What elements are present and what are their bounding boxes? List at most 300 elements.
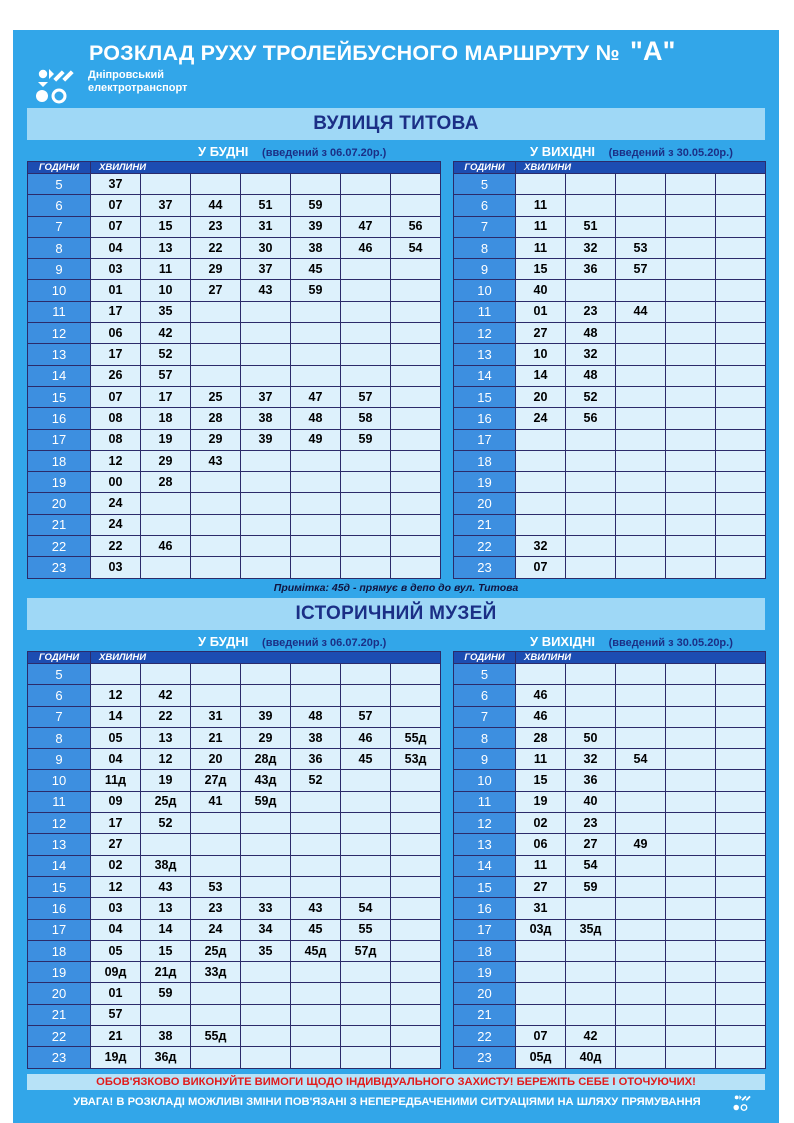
weekday-table-museum — [27, 651, 441, 1069]
minute-cell — [341, 983, 391, 1004]
minute-cell: 23 — [191, 898, 241, 919]
minute-cell — [716, 237, 766, 258]
minute-cell — [716, 983, 766, 1004]
hour-cell: 23 — [28, 1047, 91, 1068]
minute-cell — [191, 664, 241, 685]
minute-cell: 24 — [91, 514, 141, 535]
minute-cell — [191, 834, 241, 855]
table-row — [28, 536, 441, 557]
minute-cell — [716, 408, 766, 429]
hour-cell: 14 — [454, 365, 516, 386]
minute-cell — [391, 514, 441, 535]
minute-cell: 11 — [141, 259, 191, 280]
minute-cell: 37 — [141, 195, 191, 216]
hour-cell: 15 — [454, 876, 516, 897]
minute-cell — [291, 557, 341, 578]
minute-cell: 57 — [91, 1004, 141, 1025]
minute-cell — [616, 1047, 666, 1068]
hours-column-header: ГОДИНИ — [454, 652, 516, 664]
minute-cell: 03 — [91, 557, 141, 578]
table-row — [28, 472, 441, 493]
brand-logo-icon — [35, 64, 83, 104]
hour-cell: 23 — [454, 557, 516, 578]
minute-cell: 43 — [191, 450, 241, 471]
minute-cell: 27 — [566, 834, 616, 855]
minute-cell: 54 — [566, 855, 616, 876]
minute-cell — [391, 813, 441, 834]
minute-cell — [566, 962, 616, 983]
minute-cell: 02 — [516, 813, 566, 834]
minute-cell — [391, 450, 441, 471]
minute-cell: 36 — [566, 259, 616, 280]
minute-cell: 04 — [91, 237, 141, 258]
minute-cell: 29 — [191, 429, 241, 450]
section-title-museum: ІСТОРИЧНИЙ МУЗЕЙ — [27, 598, 765, 630]
minute-cell — [391, 962, 441, 983]
minute-cell — [141, 493, 191, 514]
minute-cell — [716, 727, 766, 748]
minute-cell — [716, 493, 766, 514]
minute-cell — [716, 749, 766, 770]
title-text: РОЗКЛАД РУХУ ТРОЛЕЙБУСНОГО МАРШРУТУ № — [89, 41, 620, 65]
minute-cell — [241, 493, 291, 514]
minute-cell — [616, 770, 666, 791]
weekend-table-museum — [453, 651, 766, 1069]
hour-cell: 18 — [454, 940, 516, 961]
hour-cell: 16 — [28, 408, 91, 429]
minute-cell — [141, 664, 191, 685]
table-row — [454, 344, 766, 365]
minute-cell: 26 — [91, 365, 141, 386]
minute-cell — [391, 898, 441, 919]
minute-cell — [566, 195, 616, 216]
hour-cell: 13 — [454, 344, 516, 365]
weekend-label: У ВИХІДНІ — [530, 634, 595, 649]
minute-cell: 19д — [91, 1047, 141, 1068]
minute-cell: 33 — [241, 898, 291, 919]
minute-cell: 07 — [91, 195, 141, 216]
hour-cell: 20 — [28, 493, 91, 514]
table-row — [454, 1004, 766, 1025]
minute-cell — [516, 493, 566, 514]
minute-cell — [291, 493, 341, 514]
hour-cell: 9 — [454, 749, 516, 770]
minute-cell: 42 — [141, 685, 191, 706]
hour-cell: 6 — [454, 195, 516, 216]
minute-cell — [666, 472, 716, 493]
minute-cell: 04 — [91, 749, 141, 770]
minute-cell — [341, 301, 391, 322]
minute-cell — [241, 983, 291, 1004]
hour-cell: 17 — [28, 429, 91, 450]
table-row — [28, 791, 441, 812]
minute-cell — [241, 1026, 291, 1047]
minute-cell: 21 — [191, 727, 241, 748]
minute-cell: 53д — [391, 749, 441, 770]
minute-cell — [666, 514, 716, 535]
hour-cell: 15 — [28, 386, 91, 407]
minute-cell — [616, 791, 666, 812]
minute-cell — [241, 174, 291, 195]
minute-cell — [716, 919, 766, 940]
minute-cell — [616, 536, 666, 557]
minute-cell: 46 — [516, 706, 566, 727]
minute-cell — [716, 514, 766, 535]
minute-cell — [341, 834, 391, 855]
hour-cell: 21 — [28, 514, 91, 535]
hours-column-header: ГОДИНИ — [28, 652, 91, 664]
hour-cell: 22 — [28, 536, 91, 557]
minute-cell: 52 — [141, 813, 191, 834]
minute-cell — [191, 344, 241, 365]
minute-cell — [716, 664, 766, 685]
table-row — [454, 514, 766, 535]
brand-name — [88, 69, 187, 95]
minute-cell — [341, 174, 391, 195]
minute-cell — [191, 301, 241, 322]
minute-cell: 21 — [91, 1026, 141, 1047]
minute-cell — [616, 727, 666, 748]
minute-cell: 11 — [516, 237, 566, 258]
minute-cell: 31 — [241, 216, 291, 237]
hour-cell: 5 — [454, 174, 516, 195]
hour-cell: 6 — [28, 195, 91, 216]
minute-cell: 44 — [191, 195, 241, 216]
table-row — [454, 919, 766, 940]
table-row — [454, 813, 766, 834]
minute-cell: 22 — [141, 706, 191, 727]
minute-cell — [516, 962, 566, 983]
minute-cell: 58 — [341, 408, 391, 429]
minute-cell — [241, 1047, 291, 1068]
minute-cell — [716, 685, 766, 706]
hour-cell: 13 — [454, 834, 516, 855]
minute-cell: 13 — [141, 237, 191, 258]
minute-cell — [716, 301, 766, 322]
hour-cell: 19 — [454, 962, 516, 983]
hour-cell: 11 — [28, 791, 91, 812]
minute-cell: 49 — [291, 429, 341, 450]
table-row — [28, 770, 441, 791]
weekend-heading-titova — [530, 144, 733, 160]
hour-cell: 5 — [454, 664, 516, 685]
minute-cell — [391, 301, 441, 322]
minute-cell — [291, 791, 341, 812]
minute-cell: 05 — [91, 727, 141, 748]
brand-line-1: Дніпровський — [88, 69, 165, 81]
minute-cell — [616, 664, 666, 685]
hour-cell: 8 — [454, 727, 516, 748]
minute-cell: 36 — [566, 770, 616, 791]
minute-cell: 27 — [91, 834, 141, 855]
minute-cell: 29 — [141, 450, 191, 471]
minute-cell: 43д — [241, 770, 291, 791]
minute-cell — [616, 962, 666, 983]
minute-cell: 12 — [91, 450, 141, 471]
minute-cell — [191, 1047, 241, 1068]
minute-cell — [666, 174, 716, 195]
minute-cell — [716, 706, 766, 727]
minute-cell — [341, 323, 391, 344]
minute-cell: 05 — [91, 940, 141, 961]
table-row — [28, 408, 441, 429]
minute-cell — [666, 1047, 716, 1068]
minute-cell: 30 — [241, 237, 291, 258]
minute-cell — [391, 280, 441, 301]
minute-cell — [716, 280, 766, 301]
minute-cell — [341, 514, 391, 535]
hour-cell: 10 — [28, 280, 91, 301]
minute-cell — [391, 664, 441, 685]
minute-cell: 17 — [91, 301, 141, 322]
minute-cell — [391, 195, 441, 216]
minute-cell — [616, 174, 666, 195]
minute-cell — [666, 1026, 716, 1047]
hour-cell: 5 — [28, 174, 91, 195]
minute-cell — [341, 791, 391, 812]
minute-cell: 48 — [291, 706, 341, 727]
hour-cell: 8 — [28, 237, 91, 258]
minute-cell: 24 — [516, 408, 566, 429]
minute-cell — [666, 429, 716, 450]
minute-cell: 37 — [241, 386, 291, 407]
minute-cell — [241, 1004, 291, 1025]
minute-cell: 01 — [91, 983, 141, 1004]
minute-cell — [616, 557, 666, 578]
weekday-heading-museum — [198, 634, 386, 650]
minute-cell — [566, 664, 616, 685]
minute-cell — [291, 1026, 341, 1047]
hour-cell: 13 — [28, 834, 91, 855]
minute-cell — [666, 280, 716, 301]
minute-cell: 32 — [566, 749, 616, 770]
minute-cell — [341, 557, 391, 578]
minute-cell — [391, 834, 441, 855]
hour-cell: 14 — [28, 855, 91, 876]
minute-cell: 38 — [291, 727, 341, 748]
hours-column-header: ГОДИНИ — [454, 162, 516, 174]
minute-cell — [341, 962, 391, 983]
minute-cell — [616, 706, 666, 727]
minute-cell — [716, 1026, 766, 1047]
minute-cell — [241, 472, 291, 493]
hour-cell: 11 — [454, 791, 516, 812]
minute-cell — [566, 280, 616, 301]
minute-cell: 12 — [91, 876, 141, 897]
footer-notice: УВАГА! В РОЗКЛАДІ МОЖЛИВІ ЗМІНИ ПОВ'ЯЗАНІ З НЕПЕРЕДБАЧЕНИМИ СИТУАЦІЯМИ НА ШЛЯХУ ПРЯМУВАННЯ — [73, 1096, 701, 1108]
minute-cell — [391, 323, 441, 344]
brand-logo-small-icon — [733, 1092, 755, 1112]
hour-cell: 8 — [454, 237, 516, 258]
table-row — [28, 940, 441, 961]
hour-cell: 9 — [28, 749, 91, 770]
table-row — [28, 323, 441, 344]
minute-cell — [341, 1026, 391, 1047]
minute-cell: 03 — [91, 898, 141, 919]
minute-cell — [616, 450, 666, 471]
hour-cell: 7 — [28, 216, 91, 237]
minute-cell — [666, 749, 716, 770]
minute-cell — [291, 664, 341, 685]
hour-cell: 19 — [28, 962, 91, 983]
minute-cell: 57 — [341, 706, 391, 727]
minute-cell: 40 — [566, 791, 616, 812]
minute-cell — [566, 536, 616, 557]
hour-cell: 18 — [28, 450, 91, 471]
minute-cell — [141, 834, 191, 855]
hour-cell: 7 — [454, 216, 516, 237]
minute-cell: 41 — [191, 791, 241, 812]
table-row — [454, 834, 766, 855]
minute-cell — [391, 706, 441, 727]
minute-cell: 48 — [566, 323, 616, 344]
minute-cell: 22 — [191, 237, 241, 258]
minute-cell: 15 — [516, 770, 566, 791]
page-title — [89, 36, 769, 67]
minute-cell: 10 — [516, 344, 566, 365]
minute-cell — [616, 919, 666, 940]
minute-cell: 10 — [141, 280, 191, 301]
table-row — [454, 259, 766, 280]
minute-cell: 06 — [516, 834, 566, 855]
weekday-label: У БУДНІ — [198, 144, 249, 159]
hour-cell: 17 — [454, 919, 516, 940]
minute-cell — [391, 855, 441, 876]
minute-cell — [716, 536, 766, 557]
minute-cell: 38д — [141, 855, 191, 876]
table-row — [28, 664, 441, 685]
table-row — [28, 834, 441, 855]
minute-cell: 28д — [241, 749, 291, 770]
route-number: "А" — [629, 36, 676, 66]
minute-cell: 23 — [566, 301, 616, 322]
hour-cell: 14 — [454, 855, 516, 876]
minute-cell — [616, 876, 666, 897]
minute-cell: 24 — [191, 919, 241, 940]
table-row — [454, 664, 766, 685]
minute-cell: 55 — [341, 919, 391, 940]
hour-cell: 22 — [454, 1026, 516, 1047]
minute-cell — [616, 386, 666, 407]
minute-cell: 50 — [566, 727, 616, 748]
minute-cell: 40 — [516, 280, 566, 301]
table-row — [454, 301, 766, 322]
hour-cell: 19 — [454, 472, 516, 493]
table-row — [454, 940, 766, 961]
minute-cell — [716, 344, 766, 365]
table-row — [28, 195, 441, 216]
minute-cell — [341, 876, 391, 897]
table-row — [454, 791, 766, 812]
minute-cell: 27д — [191, 770, 241, 791]
weekday-label: У БУДНІ — [198, 634, 249, 649]
minute-cell — [141, 174, 191, 195]
minute-cell: 53 — [191, 876, 241, 897]
table-row — [454, 983, 766, 1004]
minute-cell — [391, 365, 441, 386]
minute-cell — [91, 664, 141, 685]
minute-cell: 14 — [91, 706, 141, 727]
hour-cell: 19 — [28, 472, 91, 493]
minute-cell — [666, 727, 716, 748]
minute-cell — [341, 770, 391, 791]
table-row — [454, 727, 766, 748]
minute-cell — [716, 259, 766, 280]
minute-cell — [391, 344, 441, 365]
weekday-valid-from: (введений з 06.07.20р.) — [262, 147, 387, 159]
table-row — [28, 983, 441, 1004]
minute-cell — [516, 664, 566, 685]
table-row — [454, 962, 766, 983]
minute-cell — [291, 983, 341, 1004]
weekday-heading-titova — [198, 144, 386, 160]
minute-cell: 15 — [516, 259, 566, 280]
hour-cell: 23 — [28, 557, 91, 578]
hour-cell: 9 — [28, 259, 91, 280]
minute-cell: 05д — [516, 1047, 566, 1068]
minute-cell — [391, 493, 441, 514]
minute-cell — [716, 174, 766, 195]
table-row — [28, 429, 441, 450]
minute-cell — [241, 813, 291, 834]
minute-cell: 11д — [91, 770, 141, 791]
minute-cell: 20 — [516, 386, 566, 407]
minute-cell — [391, 919, 441, 940]
hour-cell: 17 — [454, 429, 516, 450]
minute-cell: 53 — [616, 237, 666, 258]
minute-cell — [616, 1026, 666, 1047]
minute-cell: 40д — [566, 1047, 616, 1068]
minutes-column-header: ХВИЛИНИ — [91, 162, 441, 174]
hour-cell: 12 — [454, 813, 516, 834]
minute-cell — [716, 940, 766, 961]
hour-cell: 8 — [28, 727, 91, 748]
minute-cell: 06 — [91, 323, 141, 344]
hour-cell: 20 — [28, 983, 91, 1004]
minute-cell: 23 — [191, 216, 241, 237]
minute-cell: 59 — [566, 876, 616, 897]
hour-cell: 6 — [454, 685, 516, 706]
minute-cell — [666, 685, 716, 706]
minute-cell: 38 — [141, 1026, 191, 1047]
minute-cell — [391, 770, 441, 791]
minute-cell — [616, 365, 666, 386]
minute-cell — [616, 1004, 666, 1025]
minute-cell — [566, 1004, 616, 1025]
hour-cell: 21 — [28, 1004, 91, 1025]
minute-cell: 17 — [91, 813, 141, 834]
table-row — [28, 259, 441, 280]
minute-cell: 17 — [91, 344, 141, 365]
table-row — [28, 727, 441, 748]
minute-cell: 28 — [516, 727, 566, 748]
table-row — [28, 898, 441, 919]
table-row — [28, 919, 441, 940]
minute-cell — [341, 472, 391, 493]
minute-cell — [566, 557, 616, 578]
minute-cell — [666, 323, 716, 344]
minute-cell: 46 — [341, 727, 391, 748]
minute-cell — [391, 685, 441, 706]
minute-cell — [716, 1047, 766, 1068]
minute-cell — [391, 174, 441, 195]
minute-cell: 46 — [516, 685, 566, 706]
minute-cell — [616, 472, 666, 493]
minute-cell: 19 — [141, 770, 191, 791]
minute-cell — [716, 898, 766, 919]
minute-cell — [566, 706, 616, 727]
minute-cell — [341, 1047, 391, 1068]
